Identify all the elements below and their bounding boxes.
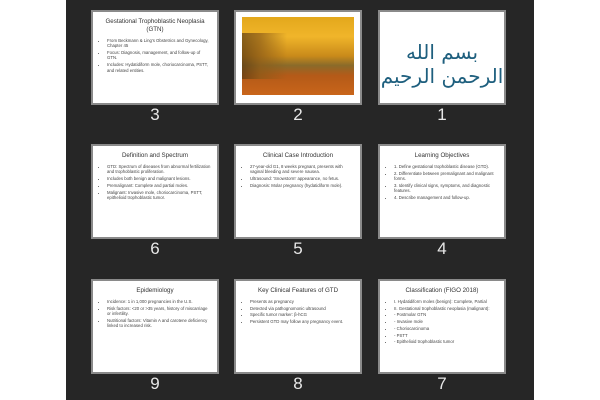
bullet-item: • Incidence: 1 in 1,000 pregnancies in the U.S.: [107, 299, 211, 305]
slide-number: 9: [150, 374, 160, 393]
slide-number: 2: [293, 105, 303, 124]
bullet-list: [380, 164, 504, 201]
slide-title: Epidemiology: [136, 287, 174, 294]
bullet-item: • Focus: Diagnosis, management, and follow-up of GTN.: [107, 50, 211, 61]
basmala-calligraphy: بسم الله الرحمن الرحيم: [380, 40, 504, 88]
bullet-item: • 3. Identify clinical signs, symptoms, and diagnostic features.: [394, 183, 498, 194]
bullet-list: [236, 299, 360, 325]
slide-thumbnail-6[interactable]: [91, 144, 219, 239]
bullet-item: • 2. Differentiate between premalignant and malignant forms.: [394, 171, 498, 182]
slide-title: Clinical Case Introduction: [262, 152, 334, 159]
slide-thumbnail-2[interactable]: [234, 10, 362, 105]
bullet-list: [236, 164, 360, 189]
bullet-list: [93, 164, 217, 201]
bullet-item: • GTD: Spectrum of diseases from abnormal fertilization and trophoblastic proliferation.: [107, 164, 211, 175]
bullet-item: • From Beckmann & Ling's Obstetrics and Gynecology, Chapter 45: [107, 38, 211, 49]
slide-title: Gestational Trophoblastic Neoplasia (GTN): [105, 18, 205, 33]
slide-number: 8: [293, 374, 303, 393]
slide-thumbnail-8[interactable]: [234, 279, 362, 374]
bullet-list: [93, 38, 217, 74]
slide-thumbnail-4[interactable]: [378, 144, 506, 239]
tree-trunks: [242, 33, 287, 80]
autumn-trees-image: [242, 17, 354, 95]
bullet-item: • Specific tumor marker: β-hCG: [250, 312, 354, 318]
bullet-item: • - Postmolar GTN: [394, 312, 498, 318]
bullet-item: • Detected via pathognomonic ultrasound: [250, 306, 354, 312]
bullet-item: • 27-year-old G1, 8 weeks pregnant, presents with vaginal bleeding and severe nausea.: [250, 164, 354, 175]
bullet-item: • Malignant: Invasive mole, choriocarcinoma, PSTT, epithelioid trophoblastic tumor.: [107, 190, 211, 201]
slide-title: Definition and Spectrum: [121, 152, 189, 159]
slide-thumbnail-5[interactable]: [234, 144, 362, 239]
slide-number: 3: [150, 105, 160, 124]
bullet-item: • Persistent GTD may follow any pregnancy event.: [250, 319, 354, 325]
slide-thumbnail-3[interactable]: [91, 10, 219, 105]
bullet-item: • Includes: Hydatidiform mole, choriocarcinoma, PSTT, and related entities.: [107, 62, 211, 73]
slide-number: 4: [437, 239, 447, 258]
bullet-item: • II. Gestational trophoblastic neoplasia (malignant):: [394, 306, 498, 312]
slide-title: Key Clinical Features of GTD: [257, 287, 339, 294]
slide-thumbnail-9[interactable]: [91, 279, 219, 374]
bullet-item: • 1. Define gestational trophoblastic disease (GTD).: [394, 164, 498, 170]
bullet-item: • Premalignant: Complete and partial moles.: [107, 183, 211, 189]
bullet-item: • 4. Describe management and follow-up.: [394, 195, 498, 201]
bullet-item: • Diagnosis: Molar pregnancy (hydatidiform mole).: [250, 183, 354, 189]
slide-number: 5: [293, 239, 303, 258]
slide-thumbnail-1[interactable]: [378, 10, 506, 105]
slide-number: 1: [437, 105, 447, 124]
bullet-item: • - Epithelioid trophoblastic tumor: [394, 339, 498, 345]
bullet-list: [380, 299, 504, 345]
bullet-item: • Risk factors: <20 or >35 years, history of miscarriage or infertility.: [107, 306, 211, 317]
slide-title: Classification (FIGO 2018): [405, 287, 479, 294]
slide-thumbnail-7[interactable]: [378, 279, 506, 374]
bullet-item: • I. Hydatidiform moles (benign): Complete, Partial: [394, 299, 498, 305]
bullet-item: • Includes both benign and malignant lesions.: [107, 176, 211, 182]
bullet-item: • Nutritional factors: Vitamin A and carotene deficiency linked to increased risk.: [107, 318, 211, 329]
bullet-list: [93, 299, 217, 329]
bullet-item: • - Invasive mole: [394, 319, 498, 325]
bullet-item: • - Choriocarcinoma: [394, 326, 498, 332]
bullet-item: • Ultrasound: 'Snowstorm' appearance, no fetus.: [250, 176, 354, 182]
bullet-item: • Presents as pregnancy: [250, 299, 354, 305]
bullet-item: • - PSTT: [394, 333, 498, 339]
slide-number: 7: [437, 374, 447, 393]
slide-title: Learning Objectives: [414, 152, 470, 159]
slide-number: 6: [150, 239, 160, 258]
